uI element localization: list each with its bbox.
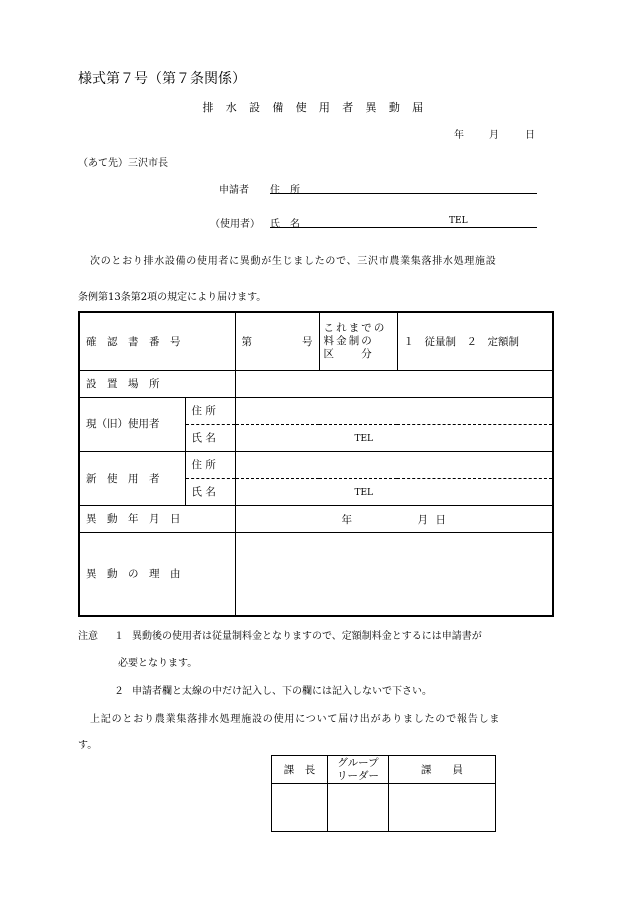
note-1-line-2: 必要となります。 (118, 658, 198, 669)
new-user-label: 新 使 用 者 (79, 451, 185, 505)
applicant-address-label: 住 所 (270, 185, 300, 196)
old-user-address-field[interactable] (235, 397, 553, 424)
form-title: 排 水 設 備 使 用 者 異 動 届 (202, 101, 428, 114)
user-label: （使用者） (210, 219, 260, 230)
change-date-field[interactable] (235, 505, 553, 532)
note-2-text: 申請者欄と太線の中だけ記入し、下の欄には記入しないで下さい。 (132, 686, 432, 697)
confirm-number-label: 確 認 書 番 号 (79, 312, 235, 370)
note-1-line-1: 異動後の使用者は従量制料金となりますので、定額制料金とするには申請書が (132, 631, 482, 642)
report-line-1: 上記のとおり農業集落排水処理施設の使用について届け出がありましたので報告しま (90, 714, 501, 725)
group-leader-stamp-box[interactable] (328, 784, 389, 832)
reason-field[interactable] (235, 532, 553, 616)
new-user-tel-label: TEL (354, 487, 374, 498)
notes-label: 注意 (78, 631, 98, 642)
dai-label: 第 (241, 335, 252, 348)
old-user-name-label: 氏 名 (185, 424, 235, 451)
change-date-label: 異 動 年 月 日 (79, 505, 235, 532)
group-leader-label: グループ リーダー (328, 756, 389, 784)
old-user-label: 現（旧）使用者 (79, 397, 185, 451)
new-user-name-field[interactable] (235, 478, 553, 505)
applicant-address-field[interactable] (270, 193, 537, 194)
change-date-day: 日 (435, 513, 446, 526)
body-line-2: 条例第13条第2項の規定により届けます。 (78, 292, 267, 303)
new-user-address-field[interactable] (235, 451, 553, 478)
chief-label: 課 長 (272, 756, 328, 784)
applicant-name-field[interactable] (270, 227, 537, 228)
applicant-tel-label: TEL (449, 216, 468, 226)
note-2-number: ２ (114, 686, 124, 697)
go-label: 号 (302, 335, 313, 348)
location-label: 設 置 場 所 (79, 370, 235, 397)
staff-stamp-box[interactable] (389, 784, 496, 832)
body-line-1: 次のとおり排水設備の使用者に異動が生じましたので、三沢市農業集落排水処理施設 (90, 256, 497, 267)
approval-stamp-table (271, 755, 496, 832)
report-line-2: す。 (78, 740, 98, 751)
form-number: 様式第７号（第７条関係） (78, 71, 246, 87)
applicant-name-label: 氏 名 (270, 219, 300, 230)
date-month: 月 (489, 130, 499, 141)
notification-table (78, 311, 554, 617)
old-user-name-field[interactable] (235, 424, 553, 451)
old-user-address-label: 住 所 (185, 397, 235, 424)
date-day: 日 (525, 130, 535, 141)
new-user-name-label: 氏 名 (185, 478, 235, 505)
location-field[interactable] (235, 370, 553, 397)
reason-label: 異 動 の 理 由 (79, 532, 235, 616)
fee-system-label: これまでの 料金制の 区 分 (319, 312, 397, 370)
new-user-address-label: 住 所 (185, 451, 235, 478)
chief-stamp-box[interactable] (272, 784, 328, 832)
fee-system-options[interactable]: １ 従量制 ２ 定額制 (397, 312, 553, 370)
date-year: 年 (454, 130, 464, 141)
applicant-label: 申請者 (219, 185, 249, 196)
confirm-number-field[interactable] (235, 312, 319, 370)
addressee: （あて先）三沢市長 (78, 158, 168, 169)
note-1-number: １ (114, 631, 124, 642)
old-user-tel-label: TEL (354, 433, 374, 444)
staff-label: 課 員 (389, 756, 496, 784)
change-date-year: 年 (341, 513, 352, 526)
change-date-month: 月 (417, 513, 428, 526)
